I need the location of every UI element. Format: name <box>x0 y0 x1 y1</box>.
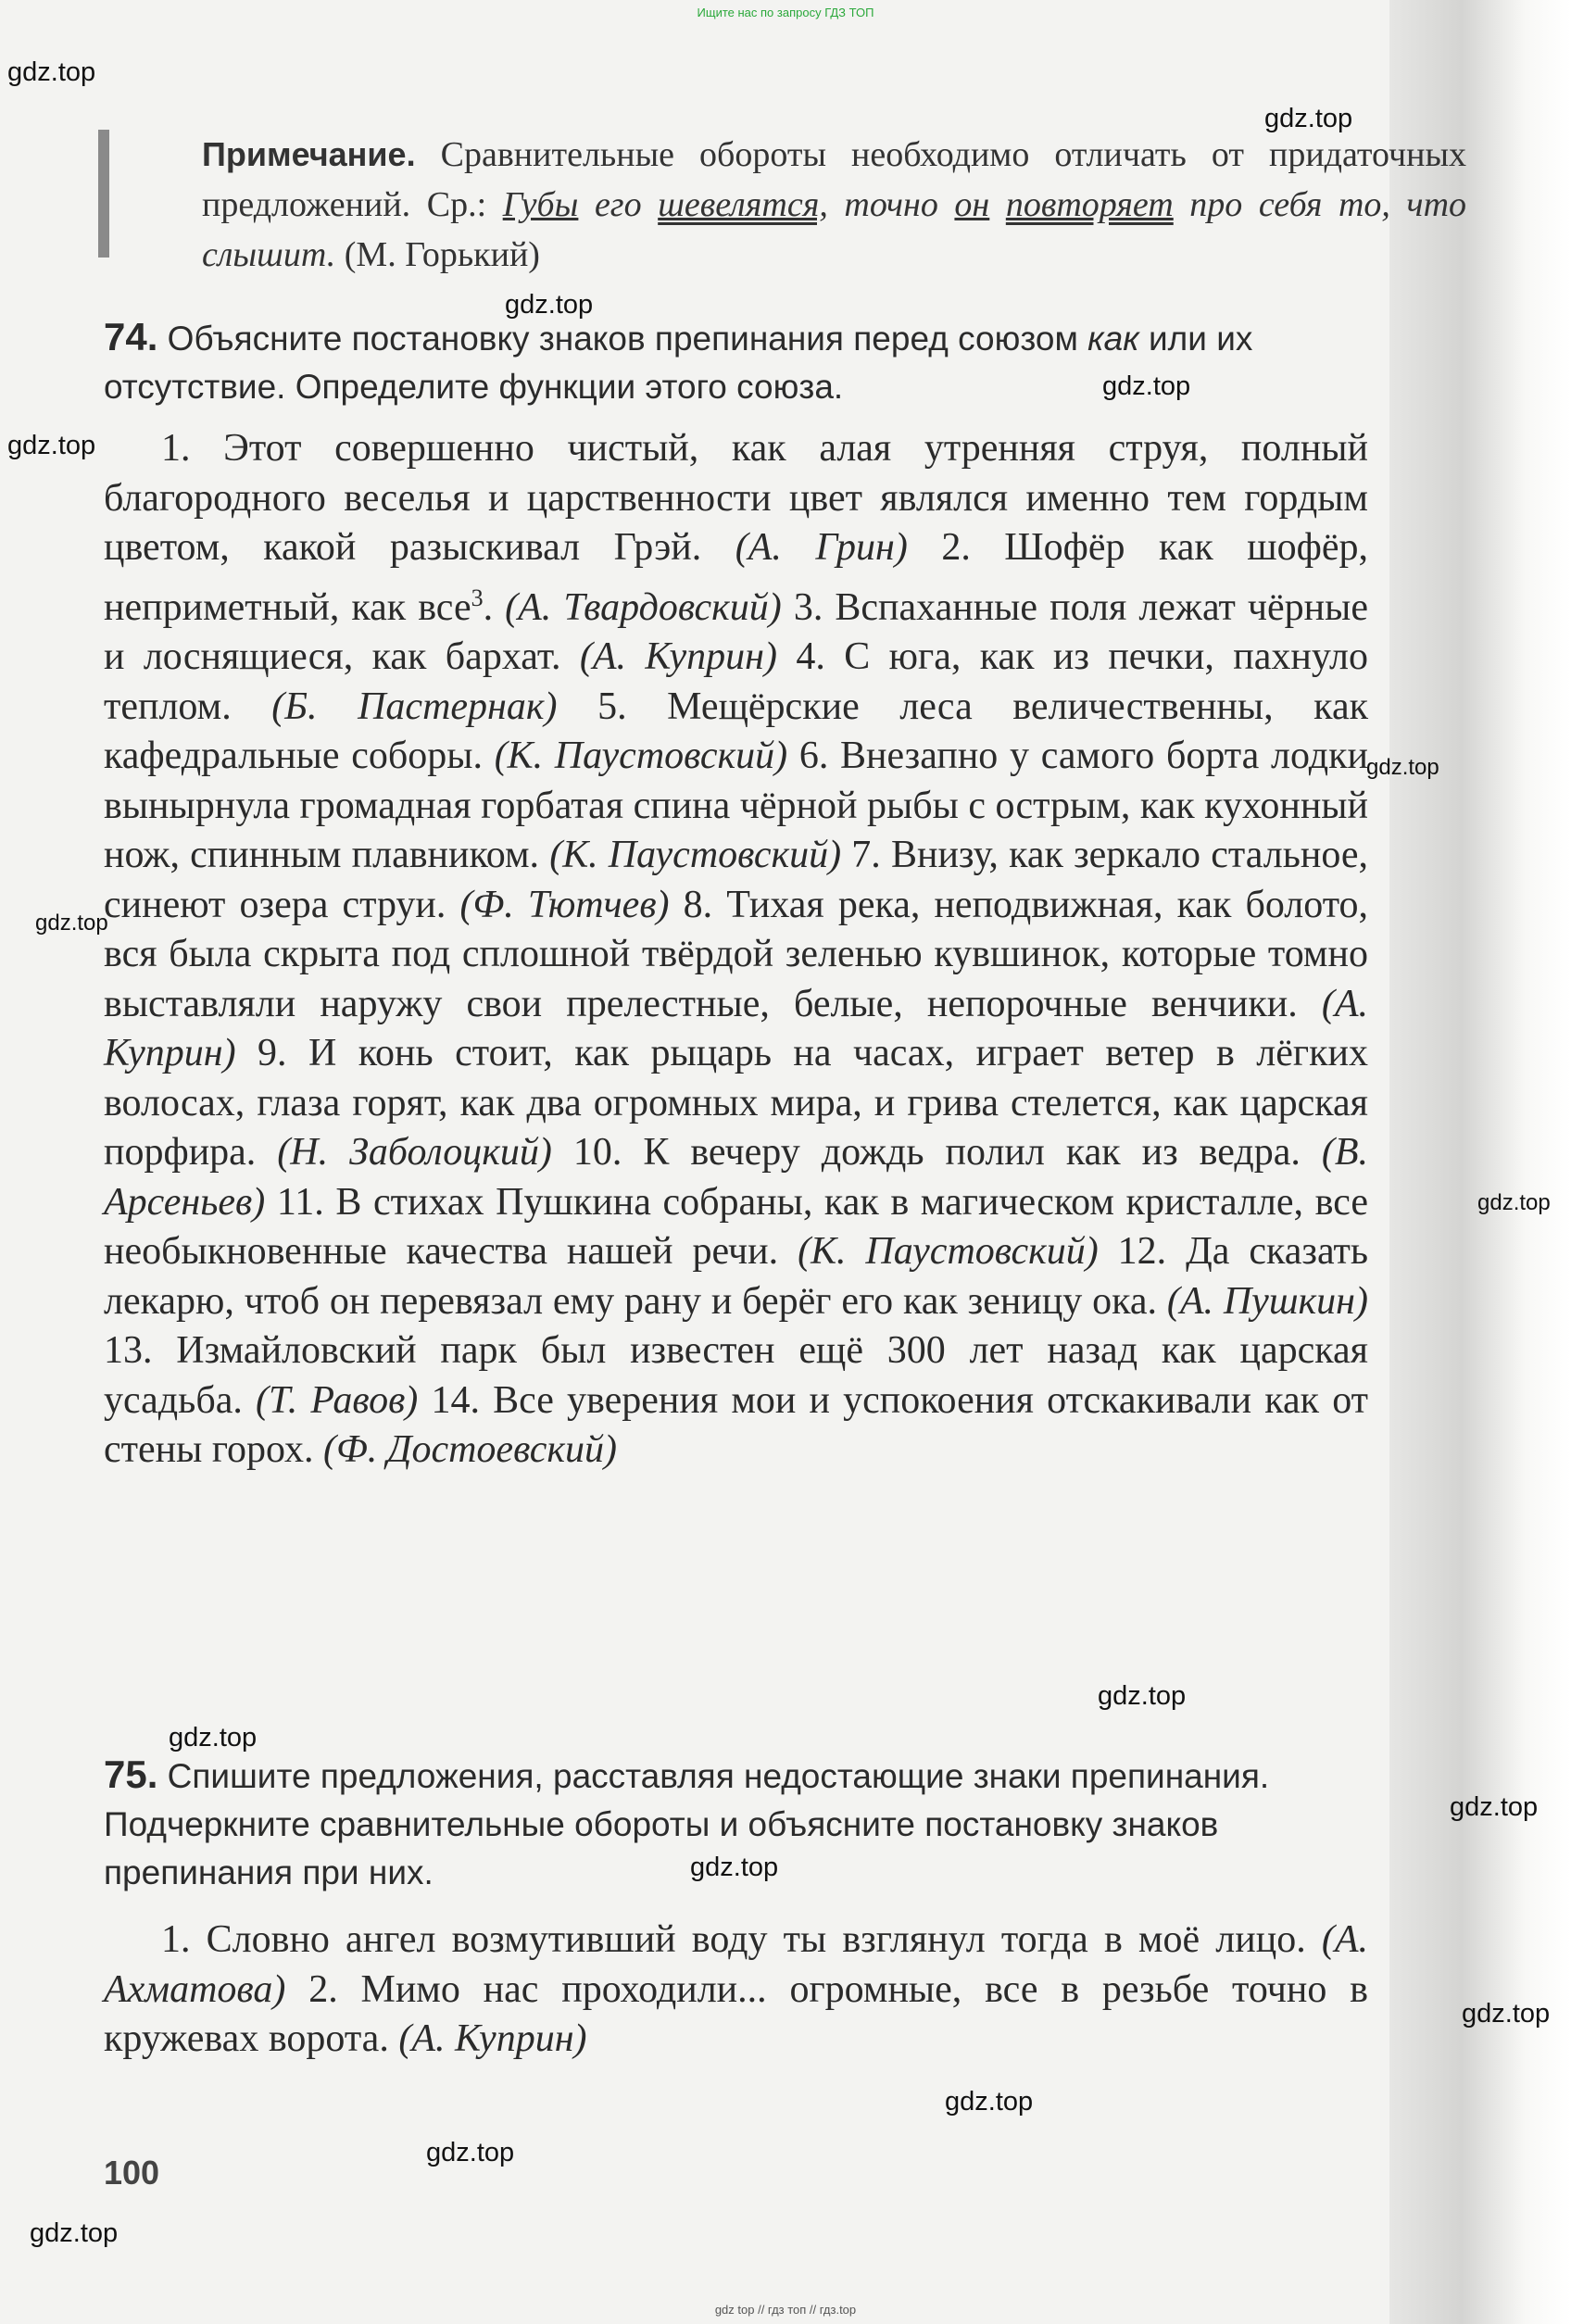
note-example-rest: про себя то, что слышит. <box>202 185 1467 274</box>
book-spine-shadow <box>1389 0 1571 2324</box>
bottom-banner: gdz top // гдз топ // гдз.top <box>714 2303 857 2317</box>
sentence: 1. Этот совершенно чистый, как алая утренняя струя, полный благородного веселья и царственности цвет являлся именно тем гордым цветом, какой разыскивал Грэй. <box>104 427 1368 569</box>
task-74-text-2: или их отсутствие. Определите функции этого союза. <box>104 320 1253 406</box>
author: (В. Арсеньев) <box>104 1131 1369 1224</box>
exercise-74-paragraph <box>104 424 1368 1476</box>
top-banner: Ищите нас по запросу ГДЗ ТОП <box>697 6 874 19</box>
author: (А. Пушкин) <box>1166 1279 1368 1323</box>
sentence: 1. Словно ангел возмутивший воду ты взглянул тогда в моё лицо. <box>161 1918 1306 1961</box>
watermark: gdz.top <box>169 1723 258 1752</box>
note-example-word: его <box>594 185 642 224</box>
author: (Н. Заболоцкий) <box>277 1131 552 1174</box>
sentence: 12. Да сказать лекарю, чтоб он перевязал ему рану и берёг его как зеницу ока. <box>104 1230 1369 1323</box>
sentence: 13. Измайловский парк был известен ещё 300 лет назад как царская усадьба. <box>104 1329 1368 1422</box>
note-example-author: (М. Горький) <box>344 235 540 274</box>
note-block <box>98 130 1467 274</box>
watermark: gdz.top <box>7 431 96 460</box>
watermark: gdz.top <box>426 2138 515 2167</box>
watermark: gdz.top <box>1264 104 1353 133</box>
author: (К. Паустовский) <box>494 735 788 777</box>
sentence: 8. Тихая река, неподвижная, как болото, вся была скрыта под сплошной твёрдой зеленью кувшинок, которые томно выставляли наружу свои прелестные, белые, непорочные венчики. <box>104 883 1368 1025</box>
author: (А. Твардовский) <box>505 585 782 629</box>
watermark: gdz.top <box>1102 371 1191 401</box>
note-example-predicate: шевелятся, <box>658 185 828 224</box>
watermark: gdz.top <box>945 2087 1034 2117</box>
watermark: gdz.top <box>1366 755 1439 780</box>
sentence: 7. Внизу, как зеркало стальное, синеют озера струи. <box>104 834 1368 926</box>
sentence: 2. Шофёр как шофёр, неприметный, как все <box>104 526 1368 629</box>
note-example-subject: Губы <box>502 185 579 224</box>
note-example-subject-2: он <box>954 185 990 224</box>
task-75-number: 75. <box>104 1752 158 1796</box>
sentence: 11. В стихах Пушкина собраны, как в магическом кристалле, все необыкновенные качества нашей речи. <box>104 1180 1369 1273</box>
note-example-word: точно <box>844 185 938 224</box>
author: (А. Куприн) <box>104 982 1368 1074</box>
author: (К. Паустовский) <box>798 1230 1099 1273</box>
author: (А. Ахматова) <box>104 1918 1368 2011</box>
sentence: 3. Вспаханные поля лежат чёрные и лоснящиеся, как бархат. <box>104 585 1369 678</box>
watermark: gdz.top <box>1098 1681 1187 1711</box>
watermark: gdz.top <box>7 57 96 87</box>
watermark: gdz.top <box>1450 1792 1539 1822</box>
watermark: gdz.top <box>30 2218 119 2248</box>
watermark: gdz.top <box>1477 1190 1551 1215</box>
footnote-mark: 3 <box>471 584 484 611</box>
task-74-text: Объясните постановку знаков препинания перед союзом <box>167 320 1078 358</box>
watermark: gdz.top <box>505 290 594 320</box>
sentence: 4. С юга, как из печки, пахнуло теплом. <box>104 635 1368 728</box>
author: (А. Грин) <box>735 526 908 569</box>
task-75-text: Спишите предложения, расставляя недостающие знаки препинания. Подчеркните сравнительные обороты и объясните постановку знаков препинания при них. <box>104 1757 1270 1891</box>
exercise-74-text <box>104 424 1368 1476</box>
page-number: 100 <box>104 2154 160 2192</box>
author: (Т. Равов) <box>256 1378 419 1422</box>
watermark: gdz.top <box>1462 1999 1551 2029</box>
note-intro: Сравнительные обороты необходимо отличать от придаточных предложений. Ср.: <box>202 135 1466 224</box>
exercise-75-paragraph <box>104 1916 1368 2065</box>
note-bar <box>98 130 109 258</box>
note-example-predicate-2: повторяет <box>1005 185 1174 224</box>
author: (А. Куприн) <box>398 2017 587 2060</box>
author: (Ф. Тютчев) <box>459 883 670 926</box>
task-74-number: 74. <box>104 315 158 358</box>
sentence: 14. Все уверения мои и успокоения отскакивали как от стены горох. <box>104 1378 1369 1471</box>
sentence: 9. И конь стоит, как рыцарь на часах, играет ветер в лёгких волосах, глаза горят, как два огромных мира, и грива стелется, как царская порфира. <box>104 1032 1368 1174</box>
exercise-75-text <box>104 1916 1368 2065</box>
author: (А. Куприн) <box>579 635 777 678</box>
note-label: Примечание. <box>202 135 416 173</box>
author: (Ф. Достоевский) <box>322 1428 618 1471</box>
sentence: 5. Мещёрские леса величественны, как кафедральные соборы. <box>104 685 1368 777</box>
watermark: gdz.top <box>35 911 108 936</box>
sentence: 6. Внезапно у самого борта лодки вынырнула громадная горбатая спина чёрной рыбы с острым, как кухонный нож, спинным плавником. <box>104 735 1368 876</box>
note-text <box>202 130 1466 280</box>
author: (К. Паустовский) <box>549 834 842 876</box>
sentence: 2. Мимо нас проходили... огромные, все в резьбе точно в кружевах ворота. <box>104 1967 1369 2060</box>
task-74-conjunction: как <box>1087 320 1139 358</box>
punctuation: . <box>483 585 494 629</box>
author: (Б. Пастернак) <box>271 685 558 728</box>
sentence: 10. К вечеру дождь полил как из ведра. <box>572 1131 1301 1174</box>
watermark: gdz.top <box>690 1853 779 1882</box>
